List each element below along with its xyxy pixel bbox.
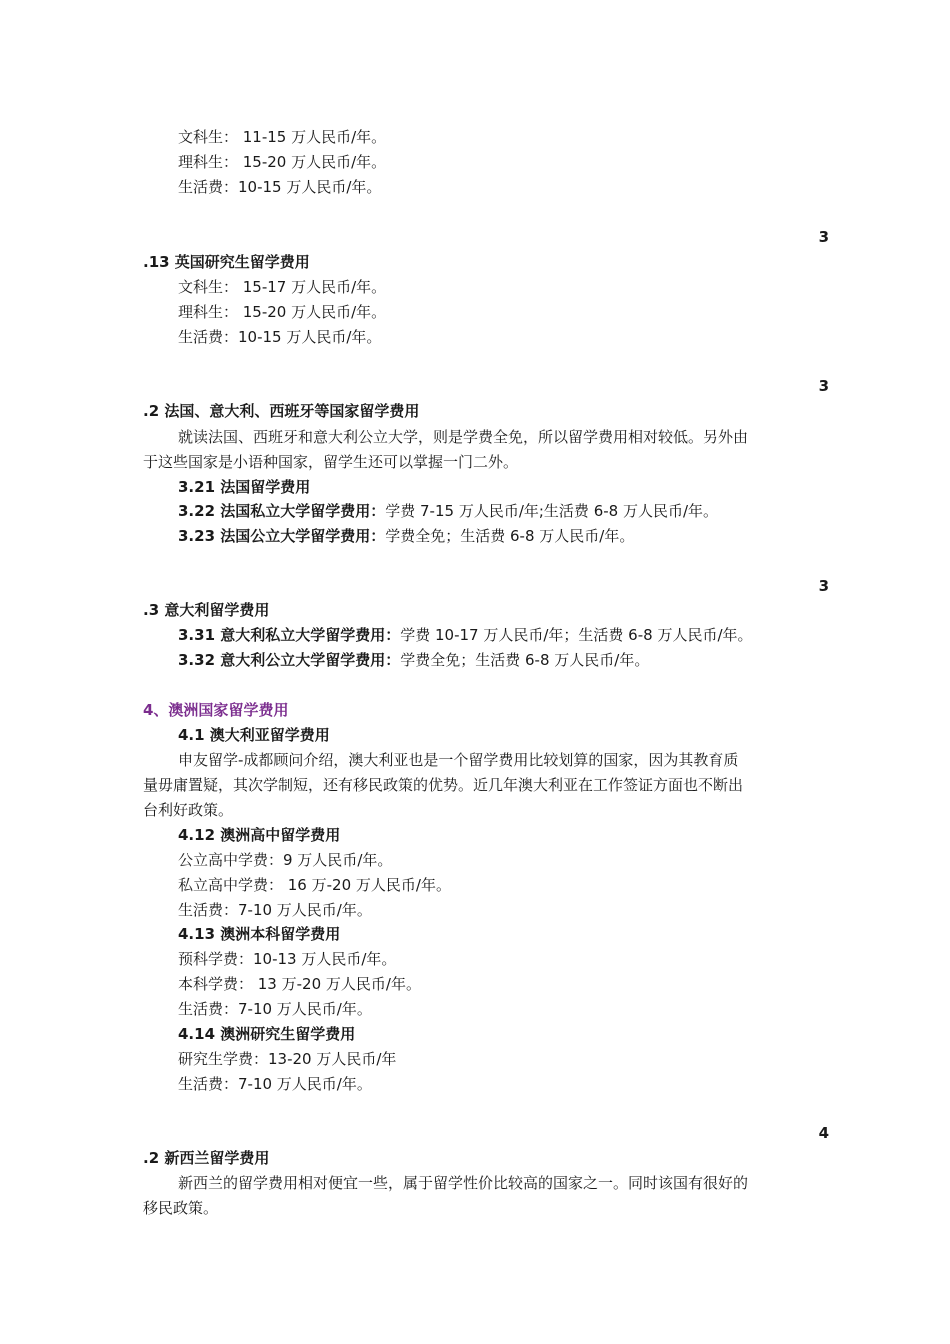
france-public-value: 学费全免；生活费 6-8 万人民币/年。	[385, 527, 635, 545]
italy-private-label: 3.31 意大利私立大学留学费用：	[178, 626, 401, 644]
france-public-label: 3.23 法国公立大学留学费用：	[178, 527, 386, 545]
ug-prep-line: 预科学费：10-13 万人民币/年。	[178, 950, 397, 968]
hs-public-line: 公立高中学费：9 万人民币/年。	[178, 851, 393, 869]
subheading-4-14: 4.14 澳洲研究生留学费用	[178, 1025, 356, 1043]
paragraph-line: 于这些国家是小语种国家，留学生还可以掌握一门二外。	[143, 453, 519, 471]
subheading-4-1: 4.1 澳大利亚留学费用	[178, 726, 330, 744]
section-heading-uk-grad: .13 英国研究生留学费用	[143, 253, 310, 271]
italy-public-label: 3.32 意大利公立大学留学费用：	[178, 651, 401, 669]
living-cost-line: 生活费：10-15 万人民币/年。	[178, 178, 382, 196]
section-heading-nz: .2 新西兰留学费用	[143, 1149, 270, 1167]
section-heading-oceania: 4、澳洲国家留学费用	[143, 701, 289, 719]
france-public-line	[178, 526, 634, 546]
section-number: 3	[818, 228, 829, 246]
section-number: 4	[818, 1124, 829, 1142]
section-heading-france-etc: .2 法国、意大利、西班牙等国家留学费用	[143, 402, 420, 420]
pg-living-line: 生活费：7-10 万人民币/年。	[178, 1075, 372, 1093]
paragraph-line: 申友留学-成都顾问介绍，澳大利亚也是一个留学费用比较划算的国家，因为其教育质	[178, 751, 739, 769]
ug-living-line: 生活费：7-10 万人民币/年。	[178, 1000, 372, 1018]
pg-tuition-line: 研究生学费：13-20 万人民币/年	[178, 1050, 397, 1068]
paragraph-line: 移民政策。	[143, 1199, 219, 1217]
section-number: 3	[818, 377, 829, 395]
section-heading-italy: .3 意大利留学费用	[143, 601, 270, 619]
paragraph-line: 量毋庸置疑，其次学制短，还有移民政策的优势。近几年澳大利亚在工作签证方面也不断出	[143, 776, 744, 794]
france-private-label: 3.22 法国私立大学留学费用：	[178, 502, 386, 520]
paragraph-line: 新西兰的留学费用相对便宜一些，属于留学性价比较高的国家之一。同时该国有很好的	[178, 1174, 749, 1192]
italy-public-line	[178, 650, 649, 670]
paragraph-line: 就读法国、西班牙和意大利公立大学，则是学费全免，所以留学费用相对较低。另外由	[178, 428, 749, 446]
hs-private-line: 私立高中学费： 16 万-20 万人民币/年。	[178, 876, 451, 894]
science-cost-line: 理科生： 15-20 万人民币/年。	[178, 303, 387, 321]
italy-private-line	[178, 625, 753, 645]
science-cost-line: 理科生： 15-20 万人民币/年。	[178, 153, 387, 171]
arts-cost-line: 文科生： 11-15 万人民币/年。	[178, 128, 387, 146]
hs-living-line: 生活费：7-10 万人民币/年。	[178, 901, 372, 919]
france-private-value: 学费 7-15 万人民币/年;生活费 6-8 万人民币/年。	[385, 502, 719, 520]
subheading-4-12: 4.12 澳洲高中留学费用	[178, 826, 341, 844]
france-private-line	[178, 501, 718, 521]
italy-public-value: 学费全免；生活费 6-8 万人民币/年。	[400, 651, 650, 669]
italy-private-value: 学费 10-17 万人民币/年；生活费 6-8 万人民币/年。	[400, 626, 753, 644]
living-cost-line: 生活费：10-15 万人民币/年。	[178, 328, 382, 346]
ug-tuition-line: 本科学费： 13 万-20 万人民币/年。	[178, 975, 421, 993]
section-number: 3	[818, 577, 829, 595]
arts-cost-line: 文科生： 15-17 万人民币/年。	[178, 278, 387, 296]
subheading-4-13: 4.13 澳洲本科留学费用	[178, 925, 341, 943]
paragraph-line: 台利好政策。	[143, 801, 234, 819]
subheading-3-21: 3.21 法国留学费用	[178, 478, 311, 496]
